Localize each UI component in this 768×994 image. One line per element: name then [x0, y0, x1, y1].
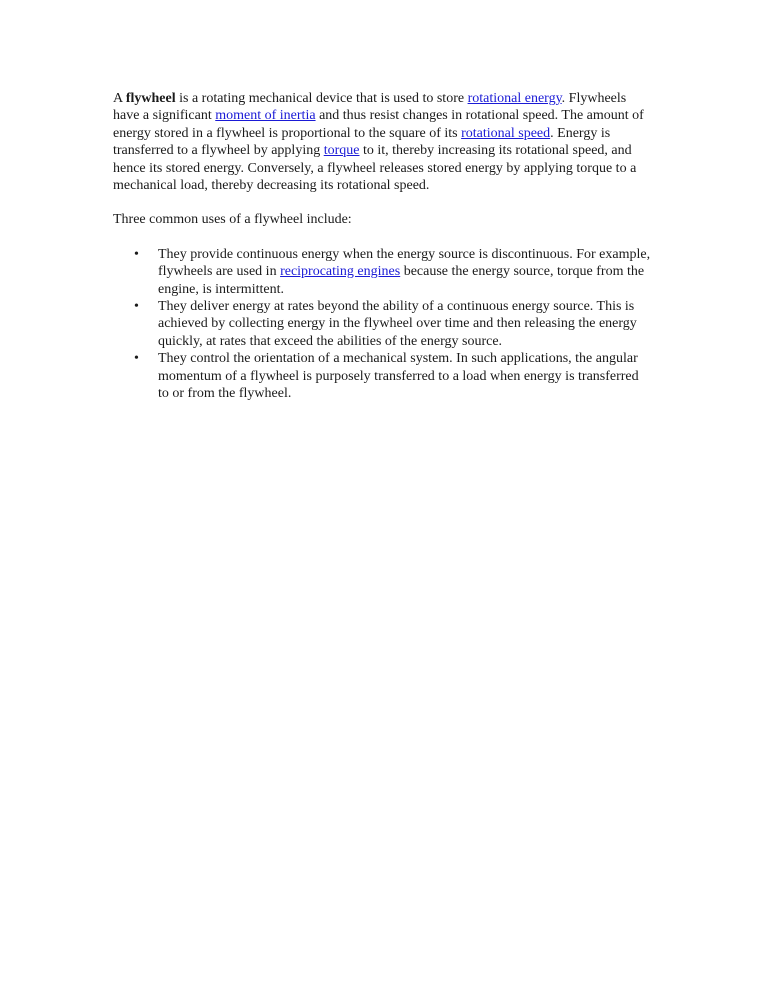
uses-list: [113, 246, 653, 403]
intro-text: to it, thereby increasing its rotational speed, and hence its stored energy. Conversely, a flywheel releases stored energy by applying torque to a mechanical load, thereby decreasing its rotational speed.: [113, 143, 637, 194]
link-rotational-energy[interactable]: rotational energy: [467, 91, 562, 106]
link-rotational-speed[interactable]: rotational speed: [461, 125, 551, 141]
article-body: [113, 90, 653, 403]
uses-lead-paragraph: Three common uses of a flywheel include:: [113, 212, 352, 228]
list-item-text: They provide continuous energy when the energy source is discontinuous. For example, flywheels are used in: [158, 246, 651, 280]
bullet-icon: •: [134, 351, 139, 367]
bullet-icon: •: [134, 299, 139, 315]
link-reciprocating-engines[interactable]: reciprocating engines: [280, 264, 401, 280]
list-item: [113, 350, 653, 402]
list-item-text: They control the orientation of a mechanical system. In such applications, the angular momentum of a flywheel is purposely transferred to a load when energy is transferred to or from the flywheel.: [158, 351, 639, 402]
intro-paragraph: [113, 90, 653, 194]
intro-text: . Flywheels have a significant: [113, 91, 627, 124]
intro-text: is a rotating mechanical device that is used to store: [175, 91, 468, 106]
intro-text: . Energy is transferred to a flywheel by applying: [113, 125, 611, 159]
bullet-icon: •: [134, 246, 139, 262]
link-moment-of-inertia[interactable]: moment of inertia: [215, 108, 316, 124]
list-item-text: They deliver energy at rates beyond the ability of a continuous energy source. This is achieved by collecting energy in the flywheel over time and then releasing the energy quickly, at rates that exceed the abilities of the energy source.: [158, 299, 637, 349]
list-item-text: because the energy source, torque from the engine, is intermittent.: [158, 264, 645, 297]
link-torque[interactable]: torque: [323, 143, 360, 159]
list-item: [113, 246, 653, 298]
list-item: [113, 298, 653, 350]
term-flywheel: flywheel: [125, 91, 176, 106]
intro-text: and thus resist changes in rotational speed. The amount of energy stored in a flywheel is proportional to the square of its: [113, 108, 644, 141]
intro-text: A: [113, 91, 126, 106]
